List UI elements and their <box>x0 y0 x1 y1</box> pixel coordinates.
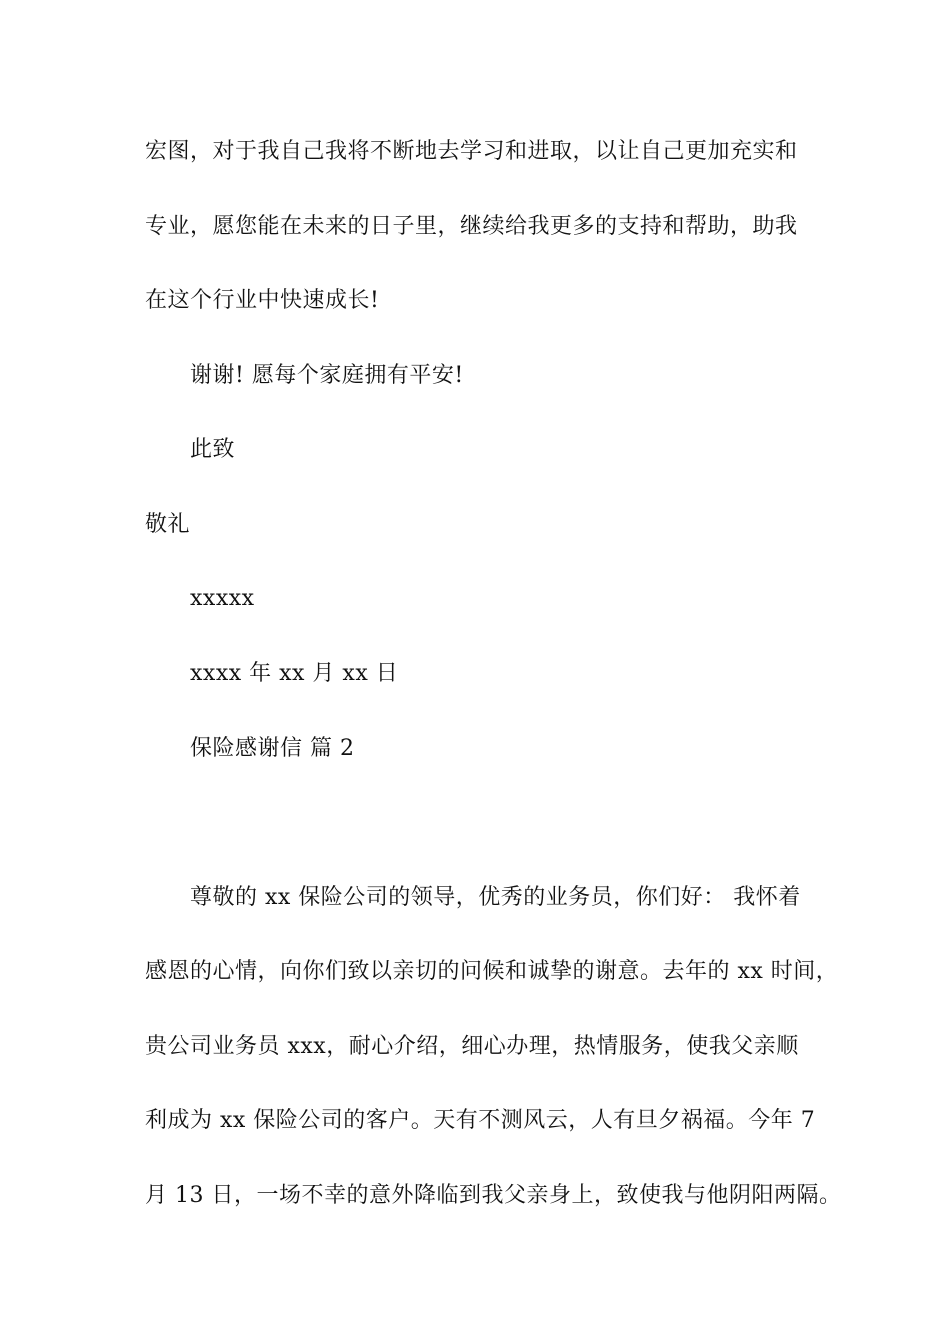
paragraph-line: 在这个行业中快速成长! <box>145 288 380 313</box>
section-title: 保险感谢信 篇 2 <box>190 736 355 761</box>
salutation-closing: 此致 <box>190 437 236 462</box>
paragraph-line: 宏图，对于我自己我将不断地去学习和进取，以让自己更加充实和 <box>145 139 798 164</box>
paragraph-line: 感恩的心情，向你们致以亲切的问候和诚挚的谢意。去年的 xx 时间， <box>145 959 839 984</box>
closing-wish: 谢谢! 愿每个家庭拥有平安! <box>190 363 464 388</box>
salutation-regards: 敬礼 <box>145 512 191 537</box>
paragraph-line: 尊敬的 xx 保险公司的领导，优秀的业务员，你们好： 我怀着 <box>190 885 801 910</box>
paragraph-line: 贵公司业务员 xxx，耐心介绍，细心办理，热情服务，使我父亲顺 <box>145 1034 799 1059</box>
paragraph-line: 专业，愿您能在未来的日子里，继续给我更多的支持和帮助，助我 <box>145 214 798 239</box>
paragraph-line: 月 13 日，一场不幸的意外降临到我父亲身上，致使我与他阴阳两隔。 <box>145 1183 842 1208</box>
paragraph-line: 利成为 xx 保险公司的客户。天有不测风云，人有旦夕祸福。今年 7 <box>145 1108 816 1133</box>
signature-date: xxxx 年 xx 月 xx 日 <box>190 661 399 686</box>
signature-name: xxxxx <box>190 586 255 611</box>
